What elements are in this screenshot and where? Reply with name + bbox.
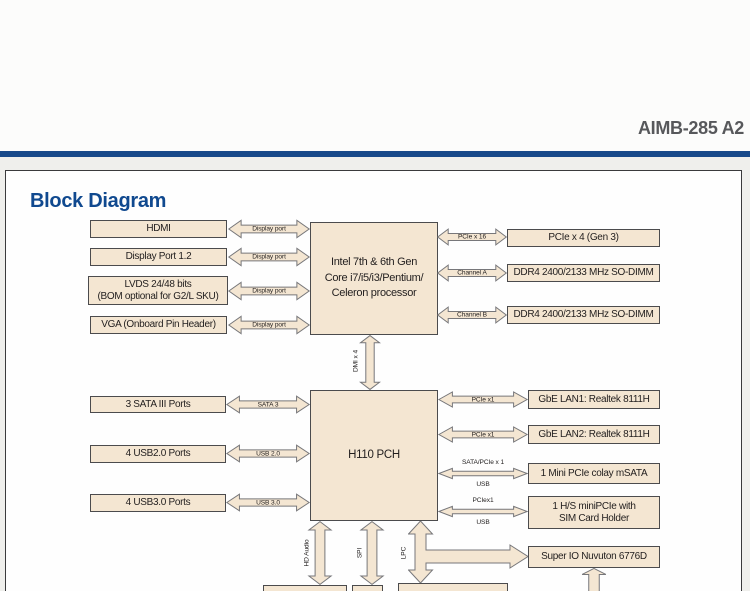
box-label: VGA (Onboard Pin Header): [101, 319, 216, 331]
box-gbe-lan1: [528, 390, 660, 409]
double-arrow-icon: [579, 568, 609, 591]
bus-pcie-x1-lan2: [438, 425, 528, 444]
box-label: DDR4 2400/2133 MHz SO-DIMM: [513, 309, 654, 321]
page-title: AIMB-285 A2: [637, 118, 744, 138]
cropped-box-spi: [352, 585, 383, 591]
bus-label-top: PCIex1: [472, 497, 494, 504]
box-lvds: [88, 276, 228, 305]
box-label: GbE LAN2: Realtek 8111H: [538, 428, 650, 440]
box-label: Display Port 1.2: [125, 251, 192, 263]
bus-display-port-vga: [228, 314, 310, 336]
box-vga: [90, 316, 227, 334]
bus-label-dmi: DMI x 4: [352, 349, 360, 373]
bus-label: PCIe x 16: [457, 233, 487, 241]
box-cpu: [310, 222, 438, 335]
box-label: HDMI: [146, 223, 171, 235]
box-label: H110 PCH: [348, 448, 400, 461]
dmi-arrow: [358, 335, 382, 390]
bus-label: SATA 3: [257, 401, 279, 408]
box-ddr4-b: [507, 306, 660, 324]
box-sata-ports: [90, 396, 226, 413]
bus-label: Channel B: [457, 311, 487, 319]
box-gbe-lan2: [528, 425, 660, 444]
bus-label-bottom: USB: [476, 519, 490, 526]
bus-label-hd-audio: HD Audio: [303, 539, 311, 567]
bus-pcie-x1-lan1: [438, 390, 528, 409]
section-title: Block Diagram: [30, 190, 167, 212]
bus-display-port-lvds: [228, 280, 310, 302]
cropped-box-audio: [263, 585, 347, 591]
bus-label-lpc: LPC: [400, 546, 408, 560]
bus-label: PCIe x1: [471, 396, 495, 403]
double-arrow-icon: [438, 505, 528, 518]
bus-label-spi: SPI: [356, 547, 364, 559]
double-arrow-icon: [358, 335, 382, 390]
bus-channel-a: [437, 263, 507, 283]
bus-label: Display port: [252, 253, 286, 261]
bus-channel-b: [437, 305, 507, 325]
bus-sata-pcie-usb: [438, 459, 528, 488]
box-label: 4 USB3.0 Ports: [125, 497, 191, 509]
box-mini-pcie-msata: [528, 463, 660, 484]
box-label: Intel 7th & 6th Gen Core i7/i5/i3/Pentium/ Celeron processor: [324, 256, 424, 300]
box-usb30-ports: [90, 494, 226, 512]
box-minipcie-sim: [528, 496, 660, 529]
bus-display-port-hdmi: [228, 218, 310, 240]
box-usb20-ports: [90, 445, 226, 463]
box-label: LVDS 24/48 bits (BOM optional for G2/L SKU): [97, 278, 219, 302]
box-pch: [310, 390, 438, 521]
box-label: 3 SATA III Ports: [125, 398, 191, 410]
bus-pciex1-usb: [438, 497, 528, 526]
box-label: GbE LAN1: Realtek 8111H: [538, 393, 650, 405]
bus-label: Channel A: [457, 269, 487, 277]
bus-label: Display port: [252, 225, 286, 233]
box-super-io: [528, 546, 660, 568]
bus-label-top: SATA/PCIe x 1: [461, 459, 505, 466]
box-ddr4-a: [507, 264, 660, 282]
box-label: 1 Mini PCIe colay mSATA: [540, 467, 648, 479]
double-arrow-icon: [438, 467, 528, 480]
bus-label: Display port: [252, 287, 286, 295]
cropped-box-lpc: [398, 583, 508, 591]
bus-label-bottom: USB: [476, 481, 490, 488]
bus-label: PCIe x1: [471, 431, 495, 438]
bus-label: USB 3.0: [256, 499, 280, 506]
bus-pcie-x16: [437, 227, 507, 247]
box-label: 1 H/S miniPCIe with SIM Card Holder: [552, 500, 636, 524]
box-label: Super IO Nuvuton 6776D: [541, 551, 647, 563]
super-io-bottom-arrow: [579, 568, 609, 591]
box-label: 4 USB2.0 Ports: [125, 448, 191, 460]
box-label: DDR4 2400/2133 MHz SO-DIMM: [513, 267, 654, 279]
lpc-arrow: [408, 521, 528, 583]
box-label: PCIe x 4 (Gen 3): [548, 232, 619, 244]
box-hdmi: [90, 220, 227, 238]
bus-display-port-dp: [228, 246, 310, 268]
bus-usb30: [226, 492, 310, 513]
header-divider: [0, 151, 750, 157]
bus-sata3: [226, 394, 310, 415]
bus-label: Display port: [252, 321, 286, 329]
box-pcie-x4: [507, 229, 660, 247]
bus-label: USB 2.0: [256, 450, 280, 457]
bus-usb20: [226, 443, 310, 464]
box-display-port: [90, 248, 227, 266]
